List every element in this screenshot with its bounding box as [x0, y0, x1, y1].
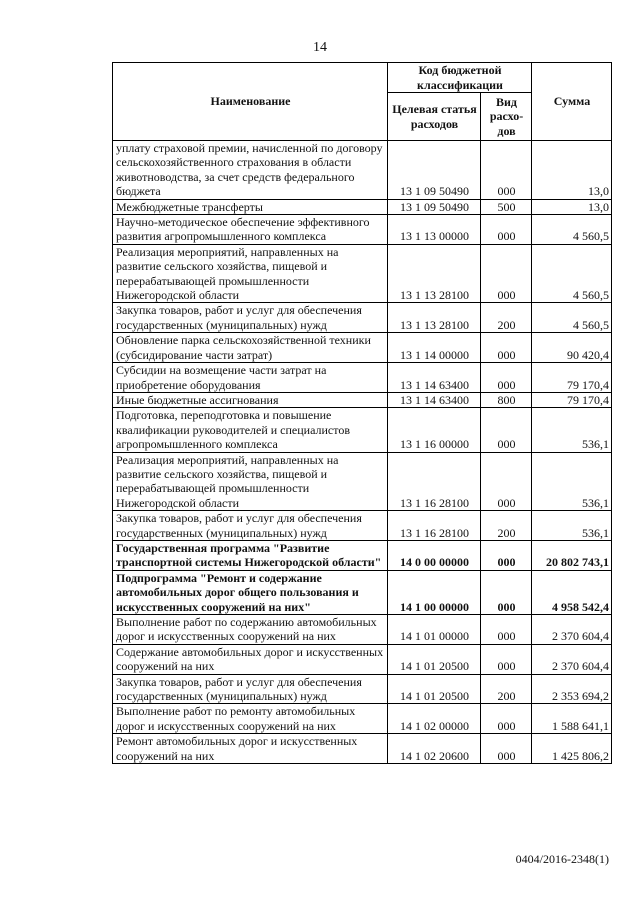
row-kind: 000 [481, 333, 532, 363]
table-row [113, 734, 612, 764]
table-body [113, 141, 612, 764]
table-row [113, 199, 612, 214]
row-code: 13 1 13 28100 [388, 244, 481, 303]
table-row [113, 392, 612, 407]
table-row [113, 570, 612, 614]
row-name: Закупка товаров, работ и услуг для обеспечения государственных (муниципальных) нужд [113, 303, 388, 333]
budget-table [112, 62, 612, 764]
row-kind: 200 [481, 511, 532, 541]
row-sum: 4 560,5 [532, 215, 612, 245]
header-sum: Сумма [532, 63, 612, 141]
row-sum: 4 560,5 [532, 244, 612, 303]
row-name: Межбюджетные трансферты [113, 199, 388, 214]
row-code: 13 1 09 50490 [388, 141, 481, 200]
header-name: Наименование [113, 63, 388, 141]
row-name: Выполнение работ по содержанию автомобильных дорог и искусственных сооружений на них [113, 615, 388, 645]
table-row [113, 452, 612, 511]
row-sum: 2 353 694,2 [532, 674, 612, 704]
row-code: 13 1 14 63400 [388, 392, 481, 407]
row-code: 14 0 00 00000 [388, 540, 481, 570]
row-kind: 000 [481, 570, 532, 614]
row-sum: 536,1 [532, 511, 612, 541]
row-sum: 536,1 [532, 452, 612, 511]
table-row [113, 511, 612, 541]
row-name: Государственная программа "Развитие транспортной системы Нижегородской области" [113, 540, 388, 570]
row-sum: 536,1 [532, 408, 612, 452]
row-sum: 4 560,5 [532, 303, 612, 333]
row-code: 14 1 00 00000 [388, 570, 481, 614]
table-row [113, 408, 612, 452]
row-kind: 000 [481, 363, 532, 393]
row-sum: 13,0 [532, 141, 612, 200]
row-code: 14 1 02 20600 [388, 734, 481, 764]
row-sum: 2 370 604,4 [532, 644, 612, 674]
row-code: 14 1 01 20500 [388, 644, 481, 674]
table-row [113, 333, 612, 363]
row-code: 14 1 01 20500 [388, 674, 481, 704]
row-kind: 000 [481, 734, 532, 764]
row-sum: 13,0 [532, 199, 612, 214]
table-row [113, 644, 612, 674]
table-row [113, 704, 612, 734]
row-code: 13 1 16 28100 [388, 511, 481, 541]
document-id: 0404/2016-2348(1) [515, 852, 609, 866]
table-row [113, 674, 612, 704]
row-name: Подготовка, переподготовка и повышение квалификации руководителей и специалистов агропромышленного комплекса [113, 408, 388, 452]
table-row [113, 540, 612, 570]
row-name: Закупка товаров, работ и услуг для обеспечения государственных (муниципальных) нужд [113, 674, 388, 704]
row-code: 13 1 14 63400 [388, 363, 481, 393]
row-name: уплату страховой премии, начисленной по договору сельскохозяйственного страхования в области животноводства, за счет средств федерального бюджета [113, 141, 388, 200]
table-row [113, 215, 612, 245]
header-kind: Вид расхо-дов [481, 93, 532, 141]
row-name: Реализация мероприятий, направленных на развитие сельского хозяйства, пищевой и перерабатывающей промышленности Нижегородской области [113, 244, 388, 303]
row-sum: 79 170,4 [532, 392, 612, 407]
table-row [113, 615, 612, 645]
page-number: 14 [313, 40, 327, 55]
row-name: Ремонт автомобильных дорог и искусственных сооружений на них [113, 734, 388, 764]
row-code: 13 1 16 00000 [388, 408, 481, 452]
row-code: 13 1 16 28100 [388, 452, 481, 511]
row-name: Реализация мероприятий, направленных на развитие сельского хозяйства, пищевой и перерабатывающей промышленности Нижегородской области [113, 452, 388, 511]
row-kind: 200 [481, 674, 532, 704]
row-code: 14 1 01 00000 [388, 615, 481, 645]
row-sum: 4 958 542,4 [532, 570, 612, 614]
row-name: Выполнение работ по ремонту автомобильных дорог и искусственных сооружений на них [113, 704, 388, 734]
row-name: Иные бюджетные ассигнования [113, 392, 388, 407]
row-code: 13 1 13 28100 [388, 303, 481, 333]
row-name: Обновление парка сельскохозяйственной техники (субсидирование части затрат) [113, 333, 388, 363]
table-row [113, 141, 612, 200]
row-sum: 2 370 604,4 [532, 615, 612, 645]
row-kind: 000 [481, 644, 532, 674]
row-sum: 1 588 641,1 [532, 704, 612, 734]
row-kind: 800 [481, 392, 532, 407]
row-code: 13 1 13 00000 [388, 215, 481, 245]
header-code-group: Код бюджетной классификации [388, 63, 532, 93]
row-kind: 200 [481, 303, 532, 333]
row-sum: 90 420,4 [532, 333, 612, 363]
row-name: Субсидии на возмещение части затрат на приобретение оборудования [113, 363, 388, 393]
row-name: Содержание автомобильных дорог и искусственных сооружений на них [113, 644, 388, 674]
table-row [113, 244, 612, 303]
row-kind: 500 [481, 199, 532, 214]
row-sum: 1 425 806,2 [532, 734, 612, 764]
row-kind: 000 [481, 704, 532, 734]
row-kind: 000 [481, 141, 532, 200]
row-name: Подпрограмма "Ремонт и содержание автомобильных дорог общего пользования и искусственных сооружений на них" [113, 570, 388, 614]
row-name: Научно-методическое обеспечение эффективного развития агропромышленного комплекса [113, 215, 388, 245]
header-target: Целевая статья расходов [388, 93, 481, 141]
row-sum: 79 170,4 [532, 363, 612, 393]
row-kind: 000 [481, 615, 532, 645]
row-code: 13 1 14 00000 [388, 333, 481, 363]
row-kind: 000 [481, 244, 532, 303]
table-header [113, 63, 612, 141]
row-kind: 000 [481, 540, 532, 570]
row-kind: 000 [481, 215, 532, 245]
row-name: Закупка товаров, работ и услуг для обеспечения государственных (муниципальных) нужд [113, 511, 388, 541]
row-kind: 000 [481, 452, 532, 511]
row-code: 13 1 09 50490 [388, 199, 481, 214]
row-code: 14 1 02 00000 [388, 704, 481, 734]
table-row [113, 363, 612, 393]
table-row [113, 303, 612, 333]
row-sum: 20 802 743,1 [532, 540, 612, 570]
row-kind: 000 [481, 408, 532, 452]
